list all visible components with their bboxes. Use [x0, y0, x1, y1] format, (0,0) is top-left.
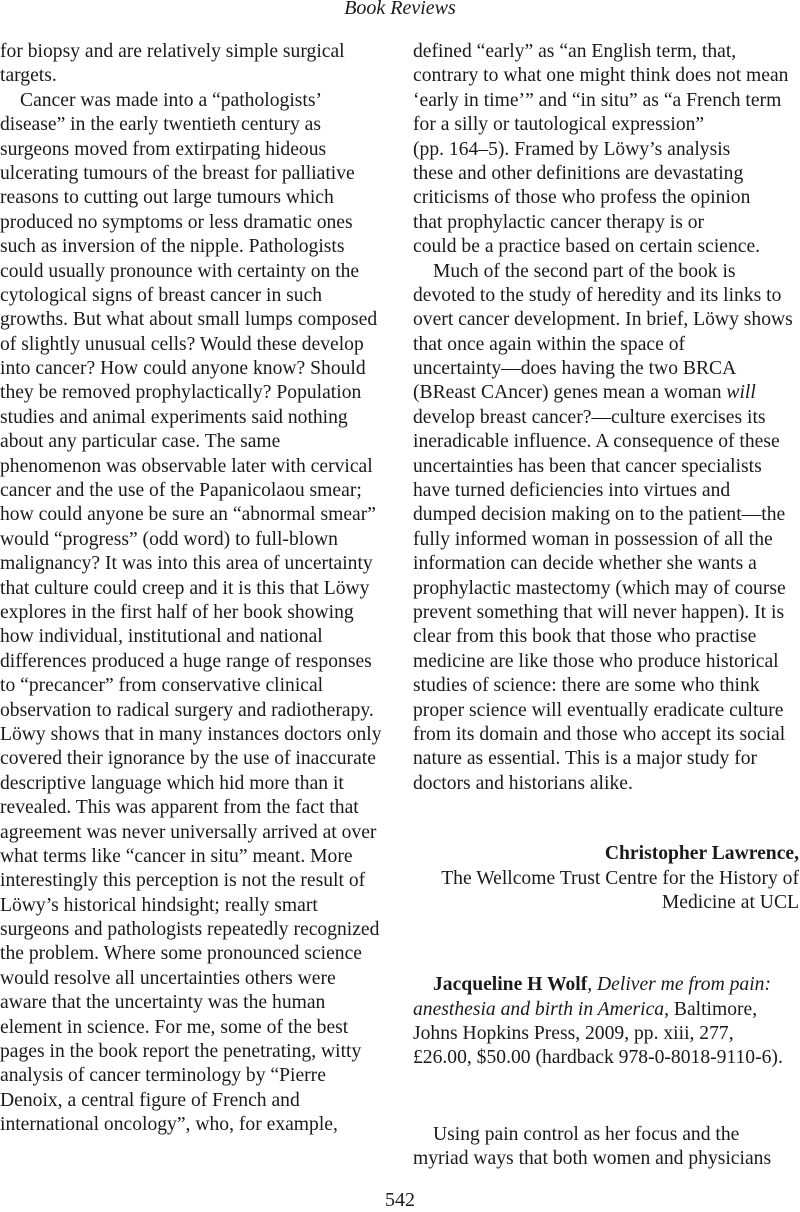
text-line-content: (BReast CAncer) genes mean a woman	[413, 382, 722, 404]
text-line: for a silly or tautological expression”	[413, 114, 705, 136]
text-line: malignancy? It was into this area of uncertainty	[0, 553, 373, 575]
text-line: pages in the book report the penetrating, witty	[0, 1041, 362, 1063]
text-line: Denoix, a central figure of French and	[0, 1089, 300, 1111]
text-line: doctors and historians alike.	[413, 772, 633, 794]
text-line: criticisms of those who profess the opinion	[413, 187, 751, 209]
running-head: Book Reviews	[344, 0, 456, 19]
text-line: Löwy’s historical hindsight; really smart	[0, 894, 318, 916]
text-line: that culture could creep and it is this that Löwy	[0, 577, 370, 599]
text-line: devoted to the study of heredity and its links to	[413, 284, 782, 306]
next-review-body-line1: Using pain control as her focus and the	[433, 1123, 740, 1145]
text-line: fully informed woman in possession of all the	[413, 528, 773, 550]
text-line: proper science will eventually eradicate culture	[413, 699, 784, 721]
text-line: about any particular case. The same	[0, 431, 281, 453]
text-line: these and other definitions are devastating	[413, 162, 744, 184]
text-line: Löwy shows that in many instances doctors only	[0, 723, 382, 745]
text-line: would resolve all uncertainties others were	[0, 967, 336, 989]
next-review-citation-line1	[413, 973, 799, 997]
next-review-citation-line2	[413, 998, 799, 1022]
text-line: disease” in the early twentieth century as	[0, 114, 321, 136]
text-line: clear from this book that those who practise	[413, 626, 757, 648]
text-line: element in science. For me, some of the best	[0, 1016, 349, 1038]
text-line: surgeons moved from extirpating hideous	[0, 138, 327, 160]
text-line: aware that the uncertainty was the human	[0, 992, 326, 1014]
right-column	[413, 40, 799, 1172]
page-number: 542	[385, 1189, 415, 1211]
text-line: cancer and the use of the Papanicolaou smear;	[0, 480, 362, 502]
review-book-title-part1: Deliver me from pain:	[597, 974, 771, 996]
next-review-body-line2: myriad ways that both women and physicians	[413, 1148, 772, 1170]
text-line: descriptive language which hid more than it	[0, 772, 344, 794]
text-line: medicine are like those who produce historical	[413, 650, 779, 672]
text-line: into cancer? How could anyone know? Should	[0, 358, 366, 380]
next-review-citation-line3: Johns Hopkins Press, 2009, pp. xiii, 277,	[413, 1023, 734, 1045]
text-line: targets.	[0, 65, 57, 87]
text-line: prevent something that will never happen). It is	[413, 601, 785, 623]
text-line: ulcerating tumours of the breast for palliative	[0, 162, 355, 184]
text-line: Much of the second part of the book is	[433, 260, 736, 282]
text-line: differences produced a huge range of responses	[0, 650, 372, 672]
text-line: cytological signs of breast cancer in such	[0, 284, 323, 306]
text-line: produced no symptoms or less dramatic ones	[0, 211, 353, 233]
text-line: could usually pronounce with certainty on the	[0, 260, 360, 282]
text-line: ‘early in time’” and “in situ” as “a French term	[413, 89, 782, 111]
left-column	[0, 40, 384, 1138]
text-line: interestingly this perception is not the result of	[0, 870, 366, 892]
text-line: of slightly unusual cells? Would these develop	[0, 333, 364, 355]
review-book-title-part2: anesthesia and birth in America	[413, 998, 665, 1020]
citation-separator: ,	[587, 974, 598, 996]
reviewer-affiliation-line2: Medicine at UCL	[661, 891, 799, 913]
text-line	[413, 381, 799, 405]
text-line: agreement was never universally arrived at over	[0, 821, 377, 843]
text-line: how individual, institutional and national	[0, 626, 323, 648]
text-line: uncertainty—does having the two BRCA	[413, 358, 737, 380]
text-line: what terms like “cancer in situ” meant. More	[0, 845, 353, 867]
reviewer-name: Christopher Lawrence,	[604, 843, 799, 865]
text-line: prophylactic mastectomy (which may of course	[413, 577, 786, 599]
review-book-publisher-place: , Baltimore,	[664, 998, 758, 1020]
text-line: the problem. Where some pronounced science	[0, 943, 362, 965]
text-line: defined “early” as “an English term, that,	[413, 41, 737, 62]
text-line: explores in the first half of her book showing	[0, 601, 354, 623]
text-line: phenomenon was observable later with cervical	[0, 455, 373, 477]
text-line: analysis of cancer terminology by “Pierre	[0, 1065, 326, 1087]
text-line: could be a practice based on certain science.	[413, 236, 761, 258]
text-line: covered their ignorance by the use of inaccurate	[0, 748, 376, 770]
text-line: such as inversion of the nipple. Pathologists	[0, 236, 345, 258]
text-line: uncertainties has been that cancer specialists	[413, 455, 762, 477]
text-line: contrary to what one might think does not mean	[413, 65, 789, 87]
text-line: reasons to cutting out large tumours which	[0, 187, 334, 209]
text-line: dumped decision making on to the patient—the	[413, 504, 786, 526]
text-line: they be removed prophylactically? Population	[0, 382, 362, 404]
text-line: that prophylactic cancer therapy is or	[413, 211, 705, 233]
text-line: Cancer was made into a “pathologists’	[20, 89, 322, 111]
text-line: would “progress” (odd word) to full-blown	[0, 528, 338, 550]
text-line: growths. But what about small lumps composed	[0, 309, 378, 331]
emphasis-will: will	[726, 382, 756, 404]
next-review-citation-line4: £26.00, $50.00 (hardback 978-0-8018-9110-6).	[413, 1047, 783, 1069]
review-book-author: Jacqueline H Wolf	[433, 974, 588, 996]
text-line: studies of science: there are some who think	[413, 675, 760, 697]
text-line: have turned deficiencies into virtues and	[413, 480, 731, 502]
text-line: develop breast cancer?—culture exercises its	[413, 406, 766, 428]
text-line: (pp. 164–5). Framed by Löwy’s analysis	[413, 138, 731, 160]
text-line: information can decide whether she wants a	[413, 553, 757, 575]
text-line: how could anyone be sure an “abnormal smear”	[0, 504, 376, 526]
text-line: to “precancer” from conservative clinical	[0, 675, 324, 697]
text-line: international oncology”, who, for example,	[0, 1114, 338, 1136]
right-column-body	[413, 40, 799, 796]
reviewer-name-line	[413, 842, 799, 866]
reviewer-affiliation-line1: The Wellcome Trust Centre for the History of	[441, 867, 799, 889]
text-line: for biopsy and are relatively simple surgical	[0, 41, 345, 62]
text-line: ineradicable influence. A consequence of these	[413, 431, 780, 453]
text-line: surgeons and pathologists repeatedly recognized	[0, 919, 380, 941]
text-line: nature as essential. This is a major study for	[413, 748, 758, 770]
text-line: observation to radical surgery and radiotherapy.	[0, 699, 374, 721]
text-line: that once again within the space of	[413, 333, 686, 355]
text-line: studies and animal experiments said nothing	[0, 406, 348, 428]
text-line: from its domain and those who accept its social	[413, 723, 786, 745]
text-line: revealed. This was apparent from the fact that	[0, 797, 359, 819]
text-line: overt cancer development. In brief, Löwy shows	[413, 309, 793, 331]
